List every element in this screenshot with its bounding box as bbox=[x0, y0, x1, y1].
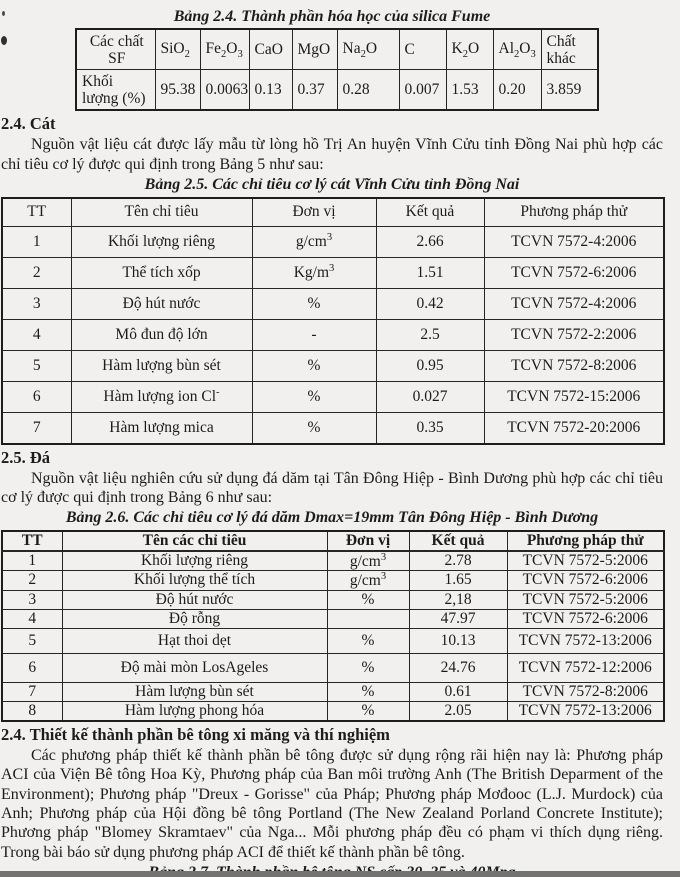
cell-unit: % bbox=[252, 350, 376, 381]
cell-tt: 5 bbox=[2, 350, 71, 381]
cell-result: 0.35 bbox=[376, 412, 484, 444]
value-cell: 0.0063 bbox=[200, 70, 249, 111]
column-header: C bbox=[399, 29, 446, 70]
value-cell: 3.859 bbox=[541, 70, 598, 111]
column-header: Tên chỉ tiêu bbox=[71, 198, 252, 227]
cell-method: TCVN 7572-2:2006 bbox=[484, 319, 664, 350]
table-header-row bbox=[2, 198, 664, 227]
section-heading-cat: 2.4. Cát bbox=[1, 114, 56, 134]
cell-method: TCVN 7572-20:2006 bbox=[484, 412, 664, 444]
cell-result: 0.42 bbox=[376, 288, 484, 319]
value-cell: 0.37 bbox=[292, 70, 337, 111]
cell-unit: $Kg/m^3$ bbox=[252, 257, 376, 288]
column-header: TT bbox=[2, 531, 62, 551]
cell-tt: 7 bbox=[2, 682, 62, 701]
cell-criterion: Hạt thoi dẹt bbox=[62, 628, 327, 653]
cell-criterion: Khối lượng riêng bbox=[71, 226, 252, 257]
cell-method: TCVN 7572-5:2006 bbox=[507, 590, 664, 609]
cell-unit: % bbox=[252, 412, 376, 444]
table-row bbox=[2, 226, 664, 257]
section-heading-design: 2.4. Thiết kế thành phần bê tông xi măng và thí nghiệm bbox=[1, 724, 390, 744]
cell-method: TCVN 7572-13:2006 bbox=[507, 701, 664, 721]
section-design-paragraph: Các phương pháp thiết kế thành phần bê tông được sử dụng rộng rãi hiện nay là: Phương pháp ACI của Viện Bê tông Hoa Kỳ, Phương pháp của Ban môi trường Anh (The British Deparment of the Environment); Phương pháp "Dreux - Gorisse" của Pháp; Phương pháp Mơđooc (L.J. Murdock) của Anh; Phương pháp của Hội đồng bê tông Portland (The New Zealand Porland Concrete Institute); Phương pháp "Blomey Skramtaev" của Nga... Mỗi phương pháp đều có phạm vi thích dụng riêng. Trong bài báo sử dụng phương pháp ACI để thiết kế thành phần bê tông. bbox=[1, 746, 663, 861]
table-2-6-da-dam bbox=[1, 530, 665, 722]
next-table-top-edge bbox=[0, 871, 680, 877]
cell-criterion: Độ hút nước bbox=[71, 288, 252, 319]
value-cell: 95.38 bbox=[155, 70, 200, 111]
cell-method: TCVN 7572-6:2006 bbox=[507, 571, 664, 590]
cell-unit: % bbox=[327, 628, 409, 653]
cell-criterion: Thể tích xốp bbox=[71, 257, 252, 288]
table-2-5-caption: Bảng 2.5. Các chỉ tiêu cơ lý cát Vĩnh Cửu tỉnh Đồng Nai bbox=[144, 176, 520, 194]
cell-criterion: Khối lượng riêng bbox=[62, 551, 327, 571]
cell-result: 24.76 bbox=[409, 653, 507, 682]
cell-method: TCVN 7572-4:2006 bbox=[484, 226, 664, 257]
table-row bbox=[2, 628, 664, 653]
cell-method: TCVN 7572-8:2006 bbox=[507, 682, 664, 701]
cell-criterion: Hàm lượng phong hóa bbox=[62, 701, 327, 721]
column-header: CaO bbox=[249, 29, 292, 70]
table-2-6-caption: Bảng 2.6. Các chỉ tiêu cơ lý đá dăm Dmax=19mm Tân Đông Hiệp - Bình Dương bbox=[65, 509, 599, 527]
column-header: $K_2O$ bbox=[446, 29, 493, 70]
value-cell: 1.53 bbox=[446, 70, 493, 111]
cell-unit: % bbox=[327, 701, 409, 721]
column-header: Đơn vị bbox=[327, 531, 409, 551]
scan-speck-icon bbox=[2, 11, 5, 16]
cell-result: 0.95 bbox=[376, 350, 484, 381]
column-header: $Na_2O$ bbox=[337, 29, 399, 70]
cell-result: 1.51 bbox=[376, 257, 484, 288]
value-cell: 0.20 bbox=[493, 70, 541, 111]
table-2-4-silica-fume bbox=[75, 28, 599, 111]
cell-tt: 1 bbox=[2, 226, 71, 257]
scan-speck-icon bbox=[1, 36, 7, 45]
table-row bbox=[2, 412, 664, 444]
corner-header-cell: Các chất SF bbox=[76, 29, 155, 70]
cell-result: 2,18 bbox=[409, 590, 507, 609]
section-heading-da: 2.5. Đá bbox=[1, 447, 51, 467]
cell-criterion: Khối lượng thể tích bbox=[62, 571, 327, 590]
cell-tt: 4 bbox=[2, 609, 62, 628]
section-da-paragraph: Nguồn vật liệu nghiên cứu sử dụng đá dăm tại Tân Đông Hiệp - Bình Dương phù hợp các chỉ tiêu cơ lý được qui định trong Bảng 6 như sau: bbox=[1, 469, 663, 507]
table-row bbox=[2, 257, 664, 288]
table-row bbox=[2, 653, 664, 682]
cell-tt: 1 bbox=[2, 551, 62, 571]
cell-criterion: Độ hút nước bbox=[62, 590, 327, 609]
table-row bbox=[2, 350, 664, 381]
cell-criterion: Mô đun độ lớn bbox=[71, 319, 252, 350]
table-row bbox=[2, 701, 664, 721]
cell-method: TCVN 7572-4:2006 bbox=[484, 288, 664, 319]
cell-method: TCVN 7572-6:2006 bbox=[484, 257, 664, 288]
table-row bbox=[2, 609, 664, 628]
cell-result: 2.5 bbox=[376, 319, 484, 350]
cell-tt: 3 bbox=[2, 590, 62, 609]
cell-result: 0.027 bbox=[376, 381, 484, 412]
cell-unit bbox=[327, 609, 409, 628]
cell-unit: $g/cm^3$ bbox=[327, 551, 409, 571]
column-header: Phương pháp thử bbox=[484, 198, 664, 227]
cell-tt: 7 bbox=[2, 412, 71, 444]
cell-result: 2.66 bbox=[376, 226, 484, 257]
cell-unit: % bbox=[252, 288, 376, 319]
cell-result: 47.97 bbox=[409, 609, 507, 628]
table-row bbox=[2, 590, 664, 609]
table-header-row bbox=[2, 531, 664, 551]
value-cell: 0.007 bbox=[399, 70, 446, 111]
table-row bbox=[2, 381, 664, 412]
column-header: $Al_2O_3$ bbox=[493, 29, 541, 70]
column-header: Chất khác bbox=[541, 29, 598, 70]
cell-criterion: Hàm lượng bùn sét bbox=[71, 350, 252, 381]
value-cell: 0.13 bbox=[249, 70, 292, 111]
cell-result: 0.61 bbox=[409, 682, 507, 701]
cell-tt: 8 bbox=[2, 701, 62, 721]
table-row bbox=[2, 551, 664, 571]
column-header: $Fe_2O_3$ bbox=[200, 29, 249, 70]
cell-tt: 6 bbox=[2, 653, 62, 682]
cell-tt: 4 bbox=[2, 319, 71, 350]
cell-tt: 2 bbox=[2, 257, 71, 288]
column-header: Đơn vị bbox=[252, 198, 376, 227]
cell-unit: % bbox=[327, 682, 409, 701]
table-row bbox=[76, 70, 598, 111]
cell-unit: - bbox=[252, 319, 376, 350]
value-cell: 0.28 bbox=[337, 70, 399, 111]
cell-result: 1.65 bbox=[409, 571, 507, 590]
cell-result: 2.05 bbox=[409, 701, 507, 721]
cell-criterion: Hàm lượng ion Cl- bbox=[71, 381, 252, 412]
column-header: Kết quả bbox=[376, 198, 484, 227]
table-row bbox=[76, 29, 598, 70]
cell-criterion: Độ rỗng bbox=[62, 609, 327, 628]
cell-unit: $g/cm^3$ bbox=[252, 226, 376, 257]
cell-method: TCVN 7572-13:2006 bbox=[507, 628, 664, 653]
cell-unit: $g/cm^3$ bbox=[327, 571, 409, 590]
cell-criterion: Hàm lượng mica bbox=[71, 412, 252, 444]
table-row bbox=[2, 288, 664, 319]
cell-method: TCVN 7572-15:2006 bbox=[484, 381, 664, 412]
column-header: Phương pháp thử bbox=[507, 531, 664, 551]
cell-unit: % bbox=[252, 381, 376, 412]
cell-tt: 5 bbox=[2, 628, 62, 653]
cell-tt: 2 bbox=[2, 571, 62, 590]
cell-method: TCVN 7572-6:2006 bbox=[507, 609, 664, 628]
column-header: TT bbox=[2, 198, 71, 227]
cell-result: 2.78 bbox=[409, 551, 507, 571]
cell-result: 10.13 bbox=[409, 628, 507, 653]
cell-unit: % bbox=[327, 653, 409, 682]
cell-tt: 6 bbox=[2, 381, 71, 412]
row-label-cell: Khối lượng (%) bbox=[76, 70, 155, 111]
cell-method: TCVN 7572-8:2006 bbox=[484, 350, 664, 381]
table-2-5-cat bbox=[1, 197, 665, 445]
column-header: Kết quả bbox=[409, 531, 507, 551]
table-row bbox=[2, 319, 664, 350]
table-2-4-caption: Bảng 2.4. Thành phần hóa học của silica Fume bbox=[173, 8, 491, 25]
section-cat-paragraph: Nguồn vật liệu cát được lấy mẫu từ lòng hồ Trị An huyện Vĩnh Cửu tỉnh Đồng Nai phù hợp các chỉ tiêu cơ lý được qui định trong Bảng 5 như sau: bbox=[1, 136, 663, 173]
cell-method: TCVN 7572-12:2006 bbox=[507, 653, 664, 682]
table-row bbox=[2, 682, 664, 701]
column-header: Tên các chỉ tiêu bbox=[62, 531, 327, 551]
cell-tt: 3 bbox=[2, 288, 71, 319]
cell-method: TCVN 7572-5:2006 bbox=[507, 551, 664, 571]
table-row bbox=[2, 571, 664, 590]
cell-criterion: Hàm lượng bùn sét bbox=[62, 682, 327, 701]
cell-unit: % bbox=[327, 590, 409, 609]
column-header: SiO$_2$ bbox=[155, 29, 200, 70]
cell-criterion: Độ mài mòn LosAgeles bbox=[62, 653, 327, 682]
column-header: MgO bbox=[292, 29, 337, 70]
